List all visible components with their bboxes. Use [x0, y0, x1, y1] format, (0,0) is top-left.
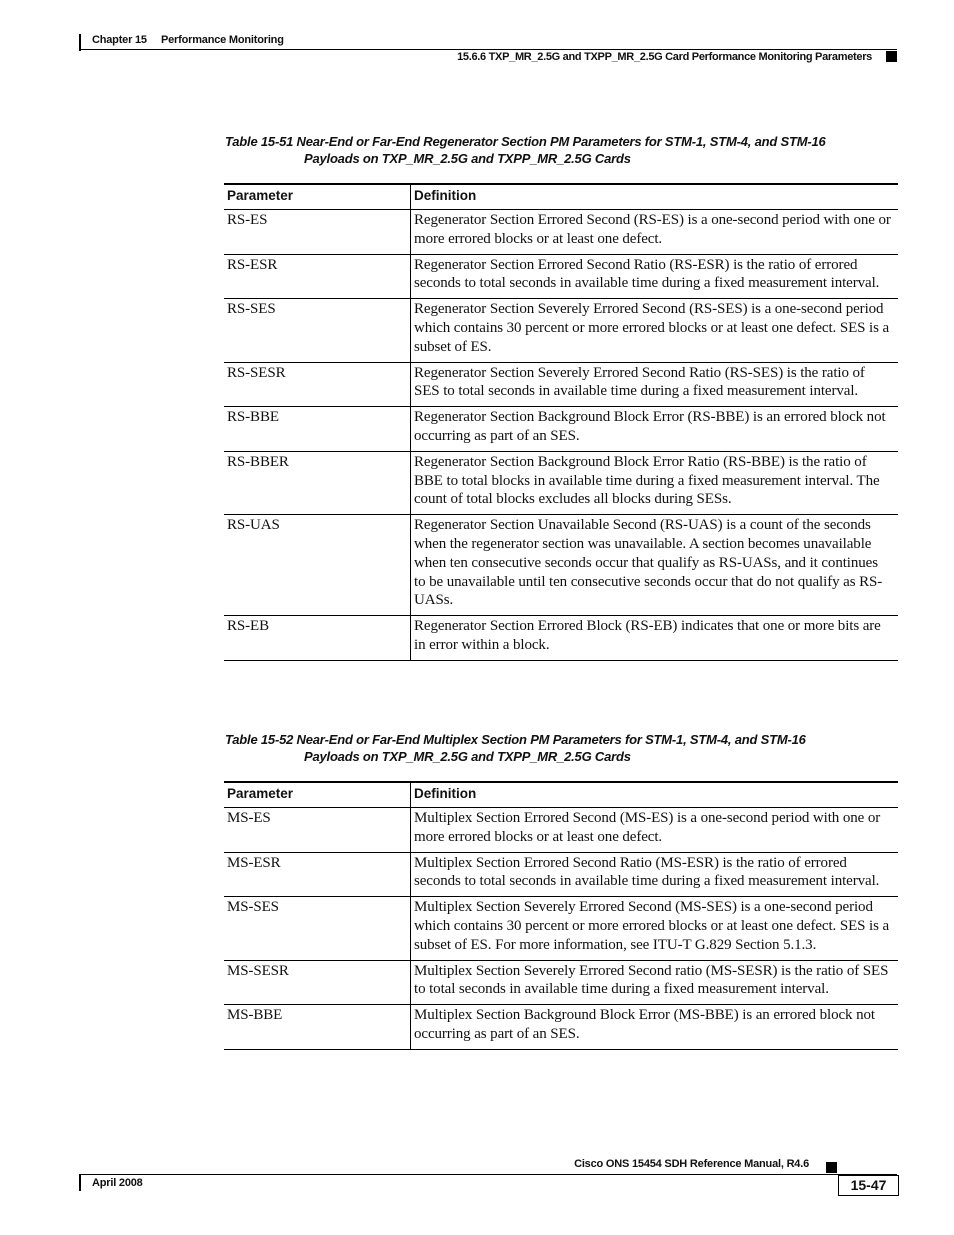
- column-header-parameter: Parameter: [224, 184, 411, 210]
- table-row: [224, 451, 898, 514]
- definition-cell: Multiplex Section Background Block Error (MS-BBE) is an errored block not occurring as part of an SES.: [411, 1005, 899, 1050]
- chapter-title: Performance Monitoring: [161, 34, 284, 46]
- manual-title: Cisco ONS 15454 SDH Reference Manual, R4.6: [574, 1158, 809, 1170]
- table-caption: [225, 133, 826, 167]
- definition-cell: Multiplex Section Errored Second (MS-ES) is a one-second period with one or more errored blocks or at least one defect.: [411, 808, 899, 853]
- table-row: [224, 852, 898, 897]
- parameter-cell: RS-EB: [224, 616, 411, 661]
- table-row: [224, 299, 898, 362]
- definition-cell: Multiplex Section Errored Second Ratio (MS-ESR) is the ratio of errored seconds to total seconds in available time during a fixed measurement interval.: [411, 852, 899, 897]
- parameter-cell: MS-ESR: [224, 852, 411, 897]
- definition-cell: Regenerator Section Unavailable Second (RS-UAS) is a count of the seconds when the regenerator section was unavailable. A section becomes unavailable when ten consecutive seconds occur that qualify as RS-UASs, and it continues to be unavailable until ten consecutive seconds occur that do not qualify as RS-UASs.: [411, 515, 899, 616]
- table-caption-line: Payloads on TXP_MR_2.5G and TXPP_MR_2.5G Cards: [304, 151, 631, 166]
- table-caption-line: Table 15-52 Near-End or Far-End Multiplex Section PM Parameters for STM-1, STM-4, and STM-16: [225, 732, 806, 747]
- table-caption-line: Table 15-51 Near-End or Far-End Regenerator Section PM Parameters for STM-1, STM-4, and STM-16: [225, 134, 826, 149]
- definition-cell: Regenerator Section Severely Errored Second (RS-SES) is a one-second period which contains 30 percent or more errored blocks or at least one defect. SES is a subset of ES.: [411, 299, 899, 362]
- table-row: [224, 210, 898, 255]
- parameter-cell: RS-ES: [224, 210, 411, 255]
- table-row: [224, 362, 898, 407]
- table-caption-line: Payloads on TXP_MR_2.5G and TXPP_MR_2.5G Cards: [304, 749, 631, 764]
- parameter-cell: RS-BBE: [224, 407, 411, 452]
- definition-cell: Multiplex Section Severely Errored Second ratio (MS-SESR) is the ratio of SES to total seconds in available time during a fixed measurement interval.: [411, 960, 899, 1005]
- definition-cell: Regenerator Section Errored Second Ratio (RS-ESR) is the ratio of errored seconds to total seconds in available time during a fixed measurement interval.: [411, 254, 899, 299]
- parameter-cell: RS-ESR: [224, 254, 411, 299]
- column-header-definition: Definition: [411, 782, 899, 808]
- parameter-cell: RS-SESR: [224, 362, 411, 407]
- parameter-cell: RS-BBER: [224, 451, 411, 514]
- table-header-row: [224, 782, 898, 808]
- table-row: [224, 254, 898, 299]
- page-number: 15-47: [838, 1175, 899, 1196]
- column-header-parameter: Parameter: [224, 782, 411, 808]
- parameter-cell: RS-SES: [224, 299, 411, 362]
- parameter-cell: MS-SESR: [224, 960, 411, 1005]
- chapter-number: Chapter 15: [92, 34, 147, 46]
- definition-cell: Regenerator Section Background Block Error Ratio (RS-BBE) is the ratio of BBE to total blocks in available time during a fixed measurement interval. The count of total blocks excludes all blocks during SESs.: [411, 451, 899, 514]
- parameter-cell: MS-SES: [224, 897, 411, 960]
- footer-rule: [79, 1174, 897, 1175]
- table-row: [224, 407, 898, 452]
- footer-rule-vertical: [79, 1174, 81, 1191]
- publication-date: April 2008: [92, 1177, 143, 1189]
- column-header-definition: Definition: [411, 184, 899, 210]
- definition-cell: Multiplex Section Severely Errored Second (MS-SES) is a one-second period which contains 30 percent or more errored blocks or at least one defect. SES is a subset of ES. For more information, see ITU-T G.829 Section 5.1.3.: [411, 897, 899, 960]
- footer-marker: [826, 1162, 837, 1173]
- definition-cell: Regenerator Section Background Block Error (RS-BBE) is an errored block not occurring as part of an SES.: [411, 407, 899, 452]
- definition-cell: Regenerator Section Errored Block (RS-EB) indicates that one or more bits are in error within a block.: [411, 616, 899, 661]
- table-caption: [225, 731, 806, 765]
- table-row: [224, 808, 898, 853]
- definition-cell: Regenerator Section Severely Errored Second Ratio (RS-SES) is the ratio of SES to total seconds in available time during a fixed measurement interval.: [411, 362, 899, 407]
- parameter-cell: MS-ES: [224, 808, 411, 853]
- table-header-row: [224, 184, 898, 210]
- parameter-cell: MS-BBE: [224, 1005, 411, 1050]
- table-row: [224, 897, 898, 960]
- parameter-cell: RS-UAS: [224, 515, 411, 616]
- table-row: [224, 515, 898, 616]
- section-title: 15.6.6 TXP_MR_2.5G and TXPP_MR_2.5G Card Performance Monitoring Parameters: [457, 51, 872, 63]
- table-row: [224, 1005, 898, 1050]
- definition-cell: Regenerator Section Errored Second (RS-ES) is a one-second period with one or more errored blocks or at least one defect.: [411, 210, 899, 255]
- header-marker: [886, 51, 897, 62]
- rs-pm-parameters-table: [224, 183, 898, 661]
- header-rule: [79, 49, 897, 50]
- table-row: [224, 616, 898, 661]
- table-row: [224, 960, 898, 1005]
- ms-pm-parameters-table: [224, 781, 898, 1050]
